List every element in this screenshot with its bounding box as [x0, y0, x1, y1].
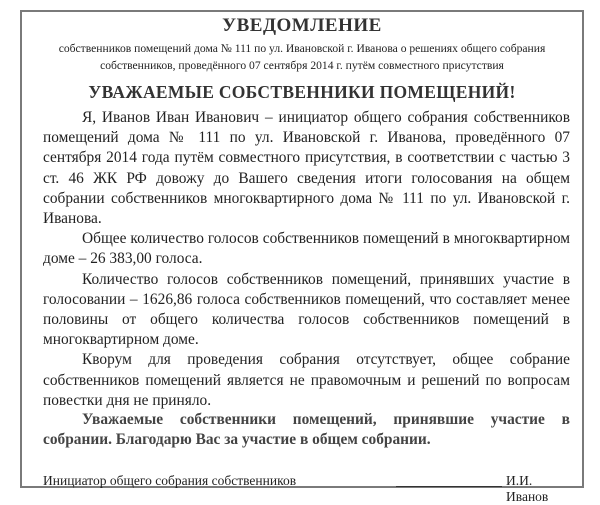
subtitle-line: собственников помещений дома № 111 по ул. Ивановской г. Иванова о решениях общего собрания — [58, 42, 546, 55]
notice-body — [43, 108, 570, 411]
document-title: УВЕДОМЛЕНИЕ — [222, 15, 382, 36]
greeting-heading: УВАЖАЕМЫЕ СОБСТВЕННИКИ ПОМЕЩЕНИЙ! — [88, 82, 516, 102]
paragraph-intro: Я, Иванов Иван Иванович – инициатор общего собрания собственников помещений дома № 111 по ул. Ивановской г. Иванова, проведённого 07 сентября 2014 года путём совместного присутствия, в соответствии с частью 3 ст. 46 ЖК РФ довожу до Вашего сведения итоги голосования на общем собрании собственников многоквартирного дома № 111 по ул. Ивановской г. Иванова. — [43, 109, 570, 228]
signature-name: И.И. Иванов — [506, 473, 549, 504]
document-subtitle — [22, 40, 582, 74]
signature-line — [396, 486, 502, 487]
signature-role: Инициатор общего собрания собственников — [43, 473, 297, 488]
paragraph-quorum: Кворум для проведения собрания отсутствует, общее собрание собственников помещений является не правомочным и решений по вопросам повестки дня не приняло. — [43, 351, 570, 409]
paragraph-total-votes: Общее количество голосов собственников помещений в многоквартирном доме – 26 383,00 голоса. — [43, 230, 570, 268]
closing-statement: Уважаемые собственники помещений, принявшие участие в собрании. Благодарю Вас за участие в общем собрании. — [43, 411, 570, 448]
subtitle-line: собственников, проведённого 07 сентября 2014 г. путём совместного присутствия — [100, 59, 504, 72]
notice-frame — [20, 10, 584, 504]
paragraph-participating-votes: Количество голосов собственников помещений, принявших участие в голосовании – 1626,86 голоса собственников помещений, что составляет менее половины от общего количества голосов собственников помещений в многоквартирном доме. — [43, 270, 570, 349]
